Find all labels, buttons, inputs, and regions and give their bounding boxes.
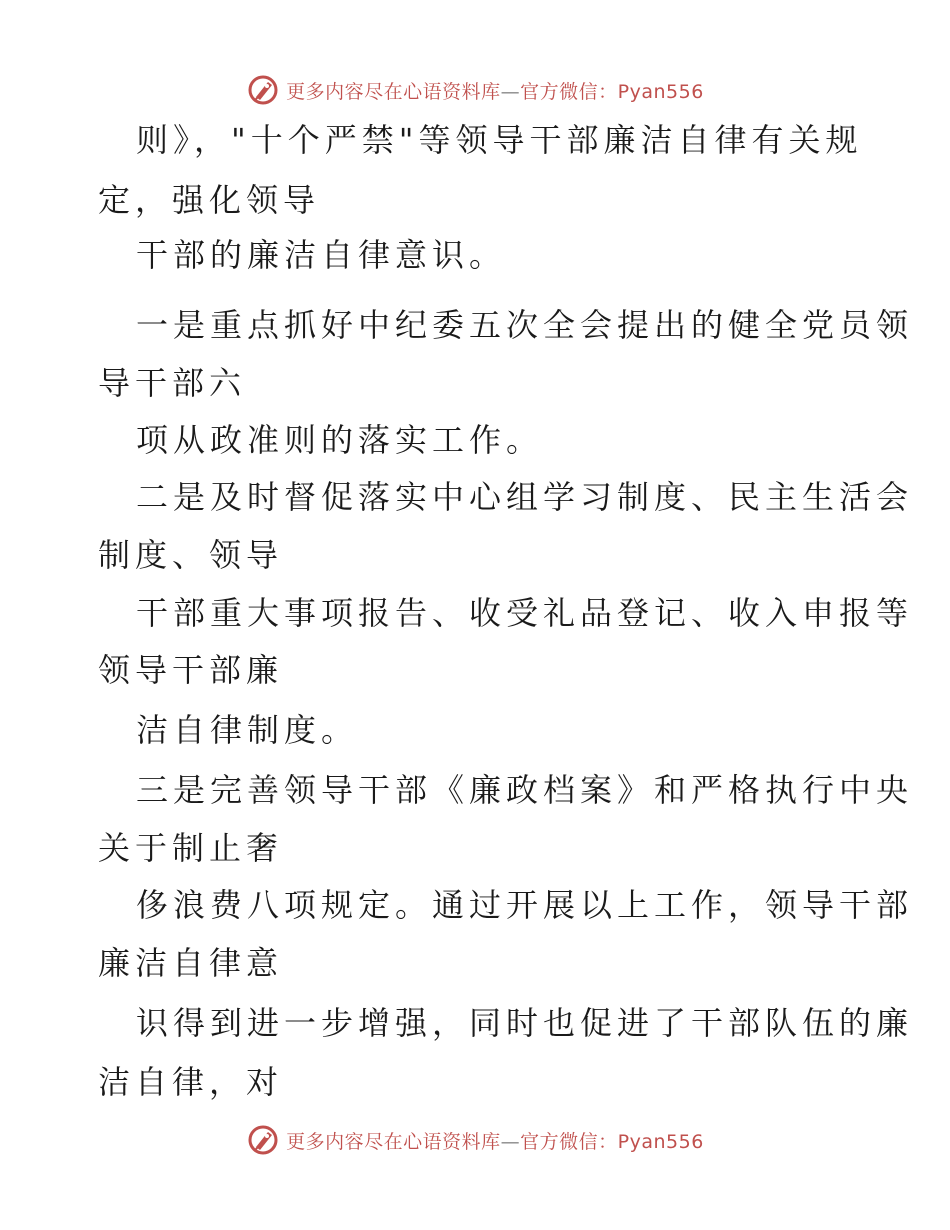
watermark-separator: — bbox=[500, 80, 521, 103]
text-line: 关于制止奢 bbox=[98, 829, 284, 867]
text-line: 干部重大事项报告、收受礼品登记、收入申报等 bbox=[136, 594, 914, 632]
text-line: 二是及时督促落实中心组学习制度、民主生活会 bbox=[136, 478, 914, 516]
pen-nib-circle-icon bbox=[246, 73, 280, 107]
text-line: 洁自律制度。 bbox=[136, 711, 359, 749]
text-line: 领导干部廉 bbox=[98, 651, 284, 689]
watermark-contact: 官方微信：Pyan556 bbox=[520, 80, 704, 103]
watermark-label: 更多内容尽在心语资料库 bbox=[286, 1130, 501, 1153]
text-line: 三是完善领导干部《廉政档案》和严格执行中央 bbox=[136, 771, 914, 809]
watermark-separator: — bbox=[500, 1130, 521, 1153]
text-line: 定，强化领导 bbox=[98, 181, 321, 219]
watermark-contact: 官方微信：Pyan556 bbox=[520, 1130, 704, 1153]
text-line: 则》，"十个严禁"等领导干部廉洁自律有关规 bbox=[136, 121, 863, 159]
watermark-label: 更多内容尽在心语资料库 bbox=[286, 80, 501, 103]
text-line: 制度、领导 bbox=[98, 536, 284, 574]
text-line: 项从政准则的落实工作。 bbox=[136, 421, 544, 459]
watermark-text bbox=[286, 77, 704, 104]
watermark-text bbox=[286, 1127, 704, 1154]
text-line: 一是重点抓好中纪委五次全会提出的健全党员领 bbox=[136, 306, 914, 344]
text-line: 识得到进一步增强，同时也促进了干部队伍的廉 bbox=[136, 1004, 914, 1042]
footer-watermark bbox=[0, 1120, 950, 1160]
header-watermark bbox=[0, 70, 950, 110]
text-line: 洁自律，对 bbox=[98, 1063, 284, 1101]
text-line: 干部的廉洁自律意识。 bbox=[136, 236, 507, 274]
text-line: 廉洁自律意 bbox=[98, 944, 284, 982]
pen-nib-circle-icon bbox=[246, 1123, 280, 1157]
text-line: 导干部六 bbox=[98, 364, 247, 402]
text-line: 侈浪费八项规定。通过开展以上工作，领导干部 bbox=[136, 886, 914, 924]
